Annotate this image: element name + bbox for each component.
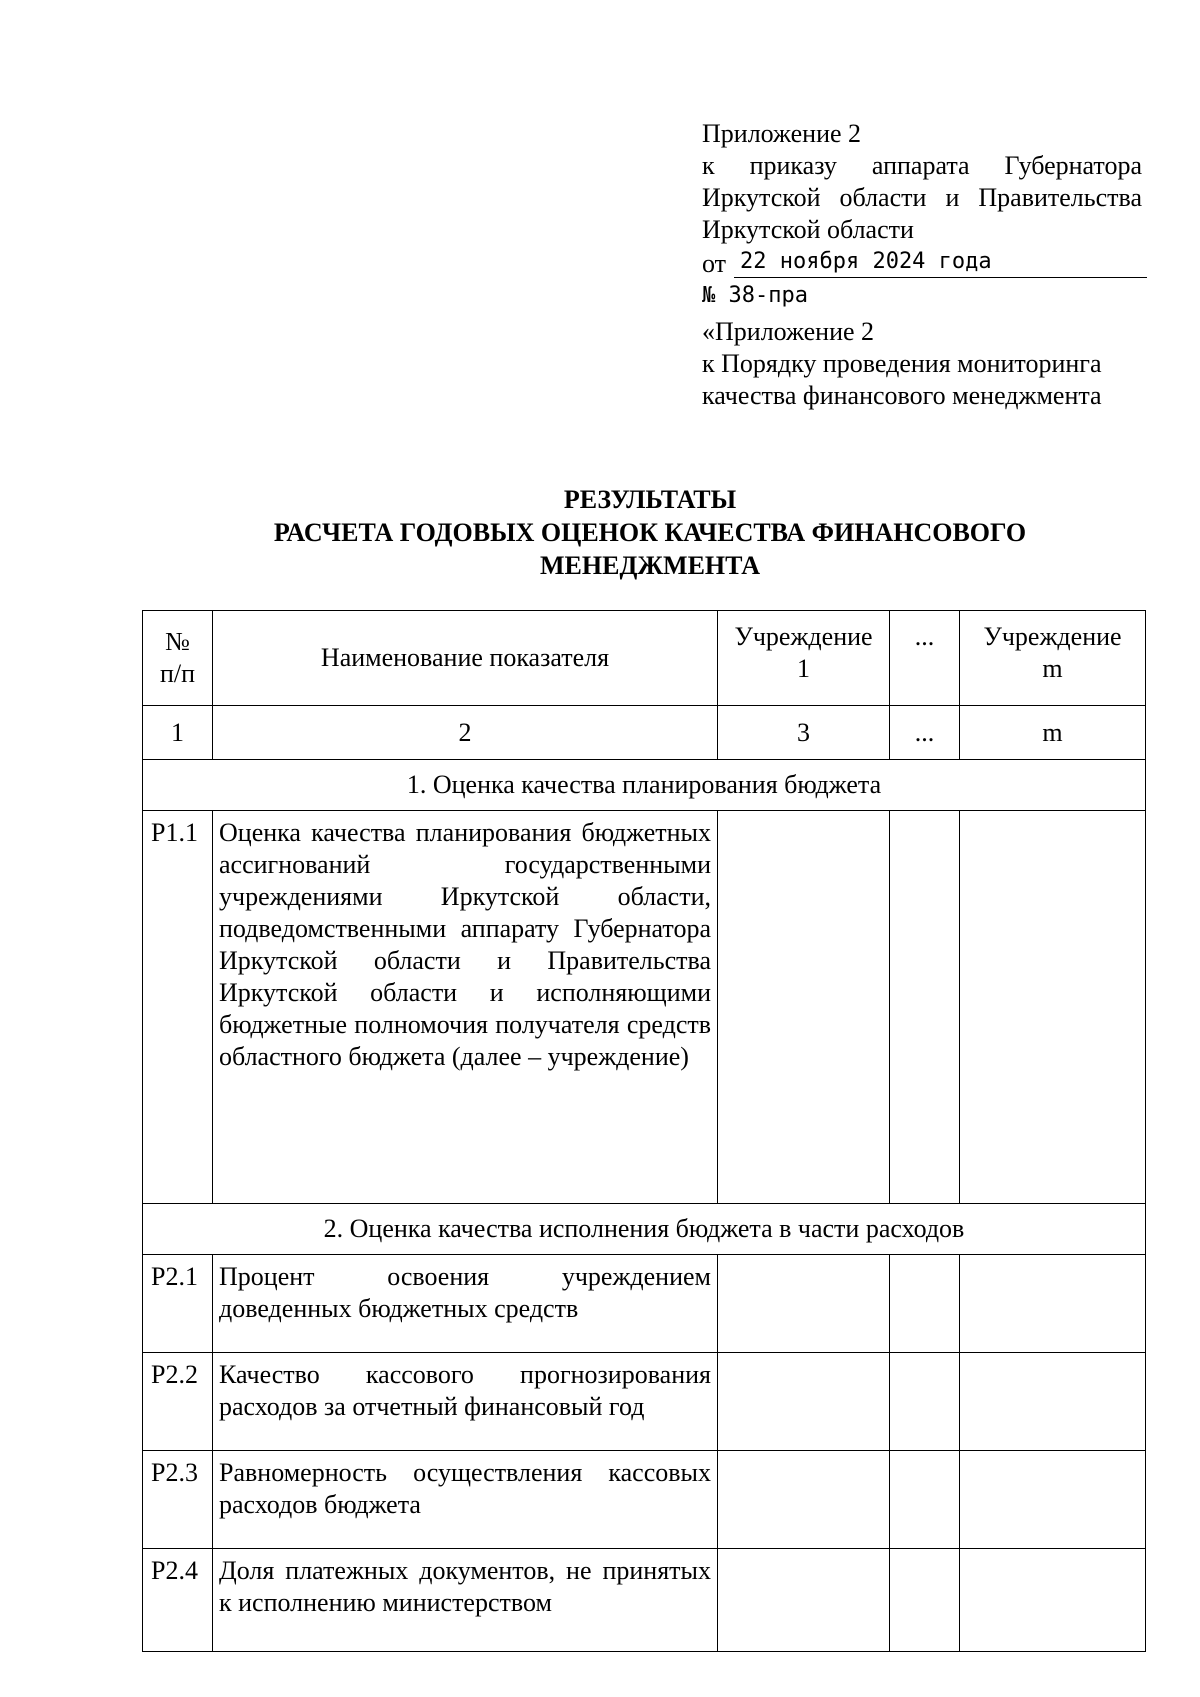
header-institution-m bbox=[960, 611, 1146, 706]
title-line-2: РАСЧЕТА ГОДОВЫХ ОЦЕНОК КАЧЕСТВА ФИНАНСОВОГО bbox=[273, 518, 1027, 547]
table-row bbox=[143, 1451, 1146, 1549]
value-cell bbox=[718, 1255, 890, 1353]
indicator-name: Процент освоения учреждением доведенных бюджетных средств bbox=[213, 1255, 718, 1353]
section-row bbox=[143, 760, 1146, 811]
appendix-line-1: Приложение 2 bbox=[702, 119, 862, 148]
value-cell bbox=[960, 1255, 1146, 1353]
value-cell bbox=[960, 1353, 1146, 1451]
table-row bbox=[143, 1255, 1146, 1353]
column-index-row bbox=[143, 706, 1146, 760]
results-table bbox=[142, 610, 1146, 1652]
indicator-code: P2.2 bbox=[143, 1353, 213, 1451]
appendix-line-3: Иркутской области и Правительства bbox=[702, 183, 1142, 212]
indicator-code: P2.3 bbox=[143, 1451, 213, 1549]
value-cell bbox=[890, 1451, 960, 1549]
value-cell bbox=[890, 1353, 960, 1451]
header-indicator-name: Наименование показателя bbox=[213, 611, 718, 706]
quoted-appendix-line-1: «Приложение 2 bbox=[702, 317, 875, 346]
section-title: 2. Оценка качества исполнения бюджета в части расходов bbox=[143, 1204, 1146, 1255]
indicator-code: P2.4 bbox=[143, 1549, 213, 1652]
table-row bbox=[143, 1549, 1146, 1652]
header-number bbox=[143, 611, 213, 706]
header-number-symbol: № bbox=[165, 627, 190, 656]
appendix-header bbox=[702, 118, 1142, 412]
indicator-name: Качество кассового прогнозирования расходов за отчетный финансовый год bbox=[213, 1353, 718, 1451]
order-date: 22 ноября 2024 года bbox=[734, 247, 1147, 278]
header-institution-1 bbox=[718, 611, 890, 706]
value-cell bbox=[718, 1549, 890, 1652]
section-title: 1. Оценка качества планирования бюджета bbox=[143, 760, 1146, 811]
value-cell bbox=[718, 1451, 890, 1549]
column-index-cell: 3 bbox=[718, 706, 890, 760]
appendix-line-4: Иркутской области bbox=[702, 215, 914, 244]
indicator-name: Доля платежных документов, не принятых к исполнению министерством bbox=[213, 1549, 718, 1652]
order-date-line bbox=[702, 246, 1142, 280]
header-institution-m-label: Учреждение bbox=[983, 622, 1122, 651]
table-row bbox=[143, 1353, 1146, 1451]
header-institution-1-index: 1 bbox=[797, 654, 810, 683]
header-institution-m-index: m bbox=[1042, 654, 1063, 683]
indicator-name: Равномерность осуществления кассовых расходов бюджета bbox=[213, 1451, 718, 1549]
column-index-cell: 1 bbox=[143, 706, 213, 760]
column-index-cell: ... bbox=[890, 706, 960, 760]
value-cell bbox=[890, 1549, 960, 1652]
order-number: № 38-пра bbox=[702, 283, 808, 308]
document-title bbox=[150, 483, 1150, 582]
value-cell bbox=[890, 811, 960, 1204]
date-prefix: от bbox=[702, 249, 727, 278]
value-cell bbox=[960, 811, 1146, 1204]
value-cell bbox=[960, 1451, 1146, 1549]
table-header-row bbox=[143, 611, 1146, 706]
header-number-label: п/п bbox=[159, 659, 196, 688]
section-row bbox=[143, 1204, 1146, 1255]
title-line-3: МЕНЕДЖМЕНТА bbox=[540, 551, 760, 580]
header-ellipsis: ... bbox=[890, 611, 960, 706]
value-cell bbox=[718, 811, 890, 1204]
appendix-line-2: к приказу аппарата Губернатора bbox=[702, 151, 1142, 180]
indicator-code: P2.1 bbox=[143, 1255, 213, 1353]
title-line-1: РЕЗУЛЬТАТЫ bbox=[563, 485, 737, 514]
value-cell bbox=[890, 1255, 960, 1353]
value-cell bbox=[960, 1549, 1146, 1652]
indicator-code: P1.1 bbox=[143, 811, 213, 1204]
quoted-appendix-line-3: качества финансового менеджмента bbox=[702, 381, 1102, 410]
column-index-cell: 2 bbox=[213, 706, 718, 760]
table-row bbox=[143, 811, 1146, 1204]
indicator-name: Оценка качества планирования бюджетных ассигнований государственными учреждениями Иркутской области, подведомственными аппарату Губернатора Иркутской области и Правительства Иркутской области и исполняющими бюджетные полномочия получателя средств областного бюджета (далее – учреждение) bbox=[213, 811, 718, 1204]
quoted-appendix-line-2: к Порядку проведения мониторинга bbox=[702, 349, 1102, 378]
header-institution-1-label: Учреждение bbox=[734, 622, 873, 651]
value-cell bbox=[718, 1353, 890, 1451]
column-index-cell: m bbox=[960, 706, 1146, 760]
